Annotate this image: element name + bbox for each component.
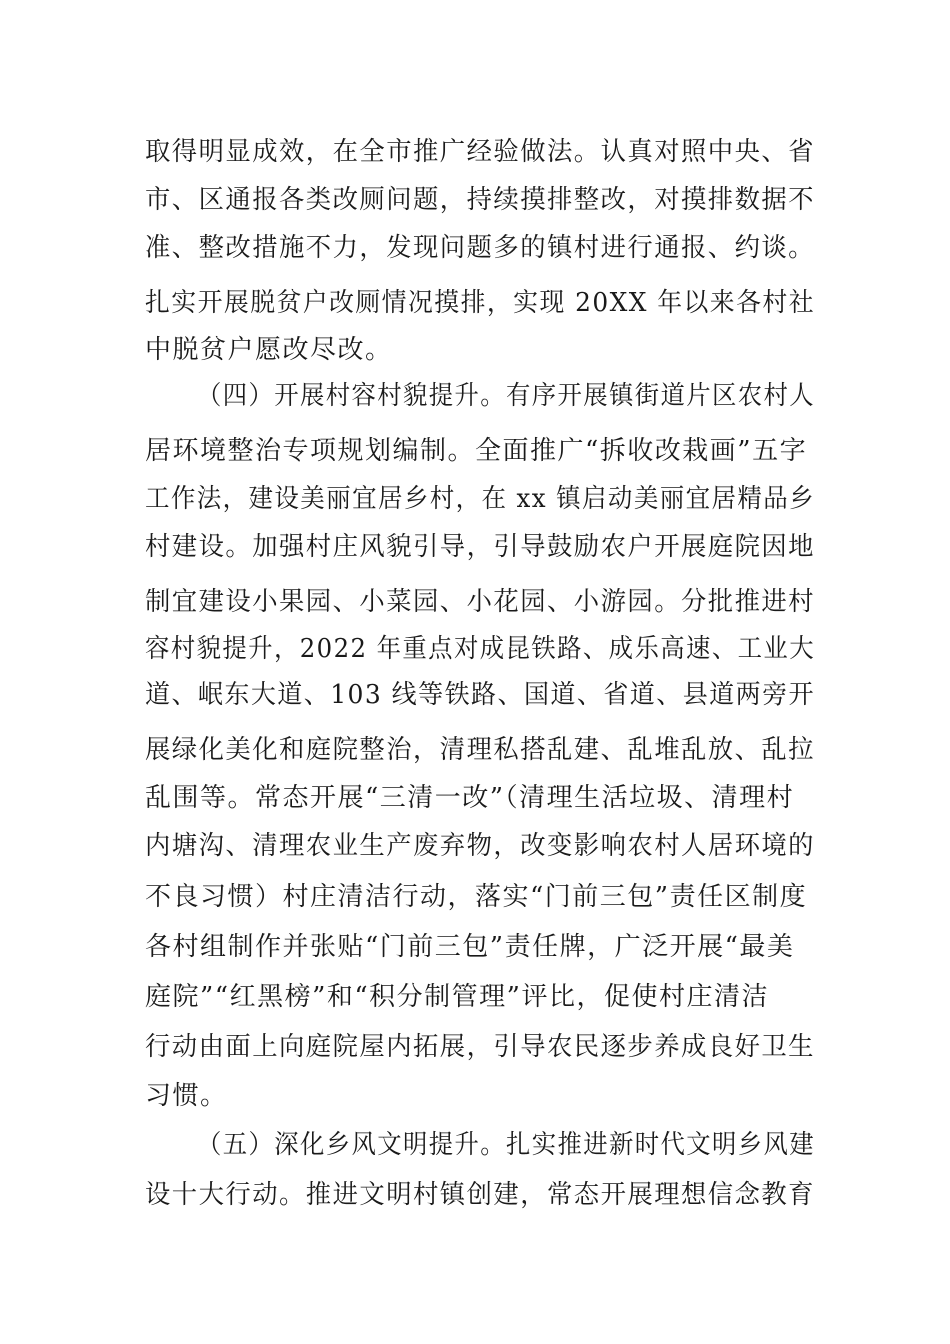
- text-line: 居环境整治专项规划编制。全面推广“拆收改栽画”五字: [145, 436, 808, 466]
- text-line: 庭院”“红黑榜”和“积分制管理”评比，促使村庄清洁: [145, 982, 769, 1012]
- section-heading-line: （四）开展村容村貌提升。有序开展镇街道片区农村人: [197, 381, 815, 411]
- text-line: 准、整改措施不力，发现问题多的镇村进行通报、约谈。: [145, 233, 815, 263]
- text-line: 展绿化美化和庭院整治，清理私搭乱建、乱堆乱放、乱拉: [145, 735, 815, 765]
- text-line: 工作法，建设美丽宜居乡村，在 xx 镇启动美丽宜居精品乡: [145, 484, 815, 514]
- text-line: 中脱贫户愿改尽改。: [145, 335, 393, 365]
- text-line: 道、岷东大道、103 线等铁路、国道、省道、县道两旁开: [145, 680, 815, 710]
- text-line: 容村貌提升，2022 年重点对成昆铁路、成乐高速、工业大: [145, 634, 815, 664]
- text-line: 行动由面上向庭院屋内拓展，引导农民逐步养成良好卫生: [145, 1032, 815, 1062]
- text-line: 乱围等。常态开展“三清一改”（清理生活垃圾、清理村: [145, 783, 795, 813]
- text-line: 制宜建设小果园、小菜园、小花园、小游园。分批推进村: [145, 587, 815, 617]
- text-line: 内塘沟、清理农业生产废弃物，改变影响农村人居环境的: [145, 831, 815, 861]
- text-line: 取得明显成效，在全市推广经验做法。认真对照中央、省: [145, 137, 815, 167]
- text-line: 习惯。: [145, 1081, 228, 1111]
- section-heading-line: （五）深化乡风文明提升。扎实推进新时代文明乡风建: [197, 1130, 815, 1160]
- text-line: 市、区通报各类改厕问题，持续摸排整改，对摸排数据不: [145, 185, 815, 215]
- text-line: 扎实开展脱贫户改厕情况摸排，实现 20XX 年以来各村社: [145, 288, 815, 318]
- text-line: 不良习惯）村庄清洁行动，落实“门前三包”责任区制度: [145, 882, 808, 912]
- text-line: 村建设。加强村庄风貌引导，引导鼓励农户开展庭院因地: [145, 532, 815, 562]
- text-line: 设十大行动。推进文明村镇创建，常态开展理想信念教育: [145, 1180, 815, 1210]
- text-line: 各村组制作并张贴“门前三包”责任牌，广泛开展“最美: [145, 932, 795, 962]
